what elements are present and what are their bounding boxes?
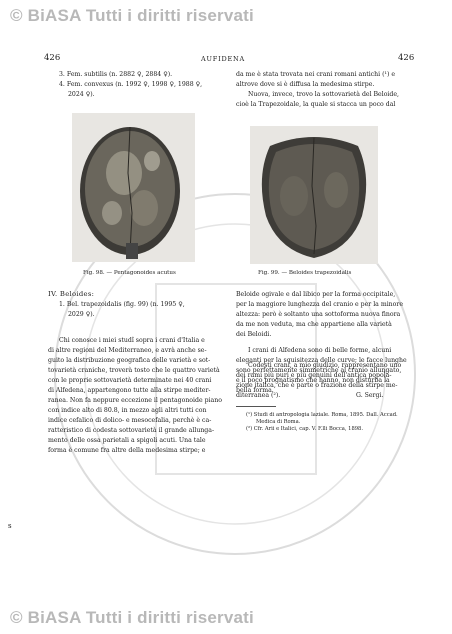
right-body-line: Beloide ogivale e dal libico per la forma occipitale, — [236, 291, 396, 298]
left-body-line: di altre regioni del Mediterraneo, e avrà anche se- — [48, 347, 207, 354]
footnote-line: Medica di Roma. — [256, 419, 301, 425]
left-body-line: guito la distribuzione geografica delle varietà e sot- — [48, 357, 211, 364]
right-body-line: da me non veduta, ma che appartiene alla varietà — [236, 321, 392, 328]
left-body-line: forma è comune fra altre della medesima stirpe; e — [48, 447, 206, 454]
left-body-line: di Alfedena, appartengono tutte alla stirpe mediter- — [48, 387, 211, 394]
watermark-bottom: © BiASA Tutti i diritti riservati — [10, 608, 254, 627]
footnote-line: (²) Cfr. Arii e Italici, cap. V. F.lli Bocca, 1898. — [246, 426, 363, 432]
skull-photo-99 — [250, 126, 378, 264]
right-body-line: dei rami più puri e più genuini dell'antica popola- — [236, 372, 392, 379]
page-number-right: 426 — [398, 53, 415, 63]
right-body-line: I crani di Alfedena sono di belle forme, alcuni — [248, 347, 392, 354]
footnote-rule — [236, 406, 276, 407]
right-body-line: diterranea (²). — [236, 392, 281, 399]
section-item-line-2: 2029 ♀). — [68, 311, 95, 318]
left-top-line-1: 3. Fem. subtilis (n. 2882 ♀, 2884 ♀). — [59, 71, 173, 78]
signature: G. Sergi. — [356, 392, 384, 399]
right-body-line: dei Beloidi. — [236, 331, 272, 338]
left-body-line: tovarietà craniche, troverà tosto che le quattro varietà — [48, 367, 220, 374]
right-body-line: per la maggiore lunghezza del cranio e per la minore — [236, 301, 404, 308]
right-body-line: eleganti per la squisitezza delle curve; le facce lunghe — [236, 357, 407, 364]
page-number-left: 426 — [44, 53, 61, 63]
left-body-line: Chi conosce i miei studî sopra i crani d'Italia e — [59, 337, 205, 344]
figure-caption-98: Fig. 98. — Pentagonoides acutus — [83, 270, 176, 276]
margin-mark: s — [8, 522, 12, 530]
right-body-line: Codesti crani, a mio giudizio, rappresentano uno — [248, 362, 402, 369]
right-top-line-3: Nuova, invece, trovo la sottovarietà del Beloide, — [248, 91, 399, 98]
left-body-line: ratteristico di codesta sottovarietà il grande allunga- — [48, 427, 215, 434]
section-title: IV. Beloides: — [48, 290, 95, 298]
running-title: AUFIDENA — [201, 55, 245, 63]
left-top-line-3: 2024 ♀). — [68, 91, 95, 98]
right-body-line: altezza: però è soltanto una sottoforma nuova finora — [236, 311, 401, 318]
right-body-line: e il poco prognatismo che hanno, non disturba la — [236, 377, 390, 384]
left-body-line: indice cefalico di dolico- e mesocefalia, perchè è ca- — [48, 417, 212, 424]
left-body-line: mento delle ossa parietali a spigoli acuti. Una tale — [48, 437, 206, 444]
left-body-line: con le proprie sottovarietà determinate nei 40 crani — [48, 377, 212, 384]
right-body-line: zione italica, che è parte o frazione della stirpe me- — [236, 382, 398, 389]
right-top-line-4: cioè la Trapezoidale, la quale si stacca un poco dal — [236, 101, 396, 108]
left-top-line-2: 4. Fem. convexus (n. 1992 ♀, 1998 ♀, 1988 ♀, — [59, 81, 203, 88]
skull-photo-98 — [72, 113, 195, 262]
footnote-line: (¹) Studi di antropologia laziale. Roma, 1895. Dall. Accad. — [246, 412, 398, 418]
figure-caption-99: Fig. 99. — Beloides trapezoidalis — [258, 270, 352, 276]
right-top-line-2: altrove dove si è diffusa la medesima stirpe. — [236, 81, 375, 88]
left-body-line: ranea. Non fa neppure eccezione il pentagonoide piano — [48, 397, 222, 404]
right-body-line: bella forma. — [236, 387, 274, 394]
watermark-top: © BiASA Tutti i diritti riservati — [10, 6, 254, 25]
left-body-line: con indice alto di 80.8, in mezzo agli altri tutti con — [48, 407, 207, 414]
right-top-line-1: da me è stata trovata nei crani romani antichi (¹) e — [236, 71, 396, 78]
right-body-line: sono perfettamente simmetriche al cranio allungato, — [236, 367, 402, 374]
section-item-line-1: 1. Bel. trapezoidalis (fig. 99) (n. 1995 ♀, — [59, 301, 185, 308]
